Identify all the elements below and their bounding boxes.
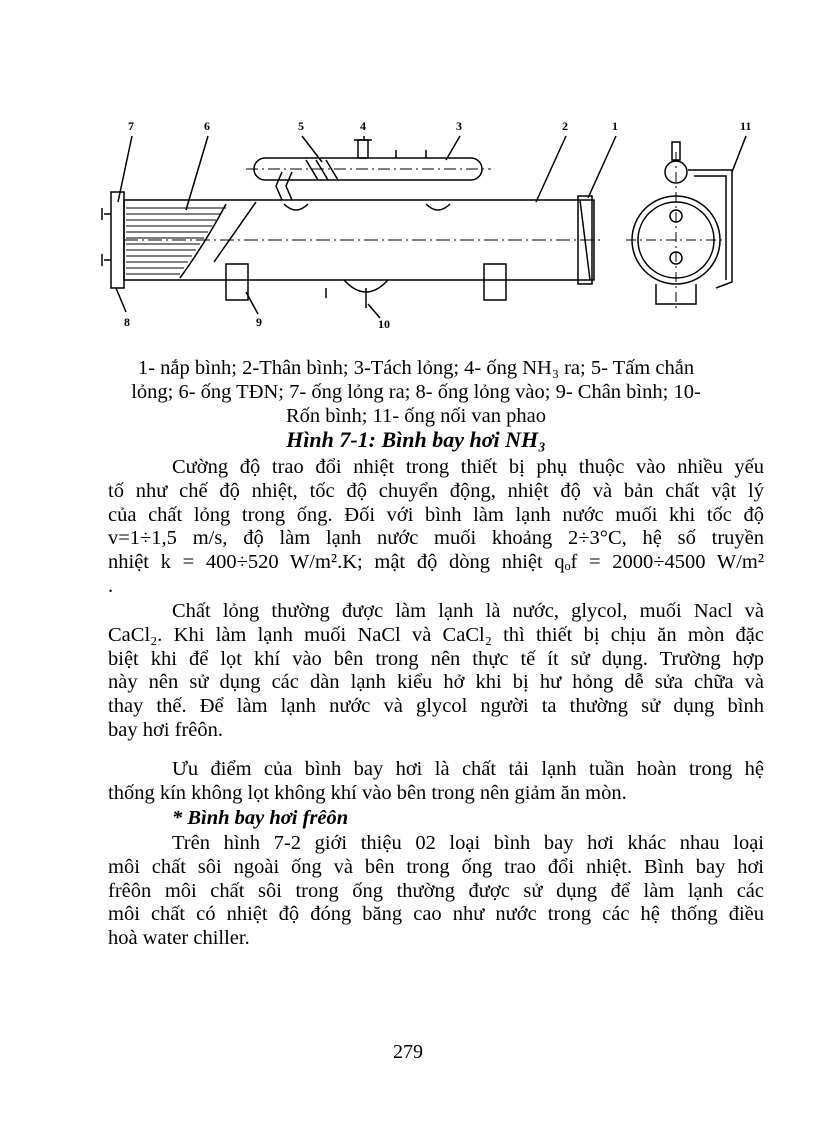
text-line: thống kín không lọt không khí vào bên trong nên giảm ăn mòn. bbox=[108, 781, 627, 804]
caption-line: Rốn bình; 11- ống nối van phao bbox=[285, 404, 547, 427]
support-left bbox=[226, 264, 248, 300]
caption-line: 1- nắp bình; 2-Thân bình; 3-Tách lỏng; 4- ống NH₃ ra; 5- Tấm chắn bbox=[137, 357, 695, 379]
text-line: bay hơi frêôn. bbox=[108, 718, 224, 741]
text-line: môi chất sôi ngoài ống và bên trong ống trao đổi nhiệt. Bình bay hơi bbox=[108, 855, 764, 878]
text-line: môi chất có nhiệt độ đóng băng cao như nước trong các hệ thống điều bbox=[108, 903, 764, 926]
text-line: hoà water chiller. bbox=[108, 927, 250, 950]
text-line: Ưu điểm của bình bay hơi là chất tải lạnh tuần hoàn trong hệ bbox=[172, 758, 764, 780]
text-line: CaCl₂. Khi làm lạnh muối NaCl và CaCl₂ thì thiết bị chịu ăn mòn đặc bbox=[108, 623, 764, 646]
label-1: 1 bbox=[612, 119, 618, 133]
evaporator-diagram bbox=[96, 112, 766, 334]
text-line: tố như chế độ nhiệt, tốc độ chuyển động, nhiệt độ và bản chất vật lý bbox=[108, 479, 764, 502]
paragraph-1 bbox=[108, 456, 764, 599]
paragraph-3 bbox=[108, 758, 764, 806]
tube-bundle bbox=[126, 208, 226, 274]
label-8: 8 bbox=[124, 315, 130, 329]
text-line: nhiệt k = 400÷520 W/m².K; mật độ dòng nhiệt qₒf = 2000÷4500 W/m² bbox=[108, 551, 764, 574]
text-line: . bbox=[108, 574, 114, 597]
page-number: 279 bbox=[393, 1041, 423, 1063]
label-5: 5 bbox=[298, 119, 304, 133]
text-line: của chất lỏng trong ống. Đối với bình làm lạnh nước muối khi tốc độ bbox=[108, 503, 764, 526]
label-6: 6 bbox=[204, 119, 210, 133]
label-2: 2 bbox=[562, 119, 568, 133]
figure-title: Hình 7-1: Bình bay hơi NH₃ bbox=[286, 427, 546, 452]
label-10: 10 bbox=[378, 317, 390, 331]
text-line: thay thế. Để làm lạnh nước và glycol người ta thường sử dụng bình bbox=[108, 695, 764, 718]
caption-line: lỏng; 6- ống TĐN; 7- ống lỏng ra; 8- ống lỏng vào; 9- Chân bình; 10- bbox=[131, 380, 701, 403]
label-7: 7 bbox=[128, 119, 134, 133]
text-line: biệt khi để lọt khí vào bên trong nên thực tế ít sử dụng. Trường hợp bbox=[108, 647, 764, 670]
text-line: frêôn môi chất sôi trong ống thường được sử dụng để làm lạnh các bbox=[108, 879, 764, 902]
text-line: Cường độ trao đổi nhiệt trong thiết bị phụ thuộc vào nhiều yếu bbox=[172, 456, 764, 478]
paragraph-4 bbox=[108, 832, 764, 951]
text-line: Trên hình 7-2 giới thiệu 02 loại bình bay hơi khác nhau loại bbox=[172, 832, 764, 854]
figure-caption bbox=[108, 357, 724, 428]
left-flange bbox=[111, 192, 124, 288]
label-4: 4 bbox=[360, 119, 366, 133]
paragraph-2 bbox=[108, 600, 764, 743]
support-right bbox=[484, 264, 506, 300]
text-line: này nên sử dụng các dàn lạnh kiểu hở khi bị hư hỏng dễ sửa chữa và bbox=[108, 671, 764, 694]
text-line: v=1÷1,5 m/s, độ làm lạnh nước muối khoảng 2÷3°C, hệ số truyền bbox=[108, 527, 764, 550]
section-heading: * Bình bay hơi frêôn bbox=[172, 807, 349, 829]
text-line: Chất lỏng thường được làm lạnh là nước, glycol, muối Nacl và bbox=[172, 600, 764, 622]
label-3: 3 bbox=[456, 119, 462, 133]
label-11: 11 bbox=[740, 119, 752, 133]
label-9: 9 bbox=[256, 315, 262, 329]
